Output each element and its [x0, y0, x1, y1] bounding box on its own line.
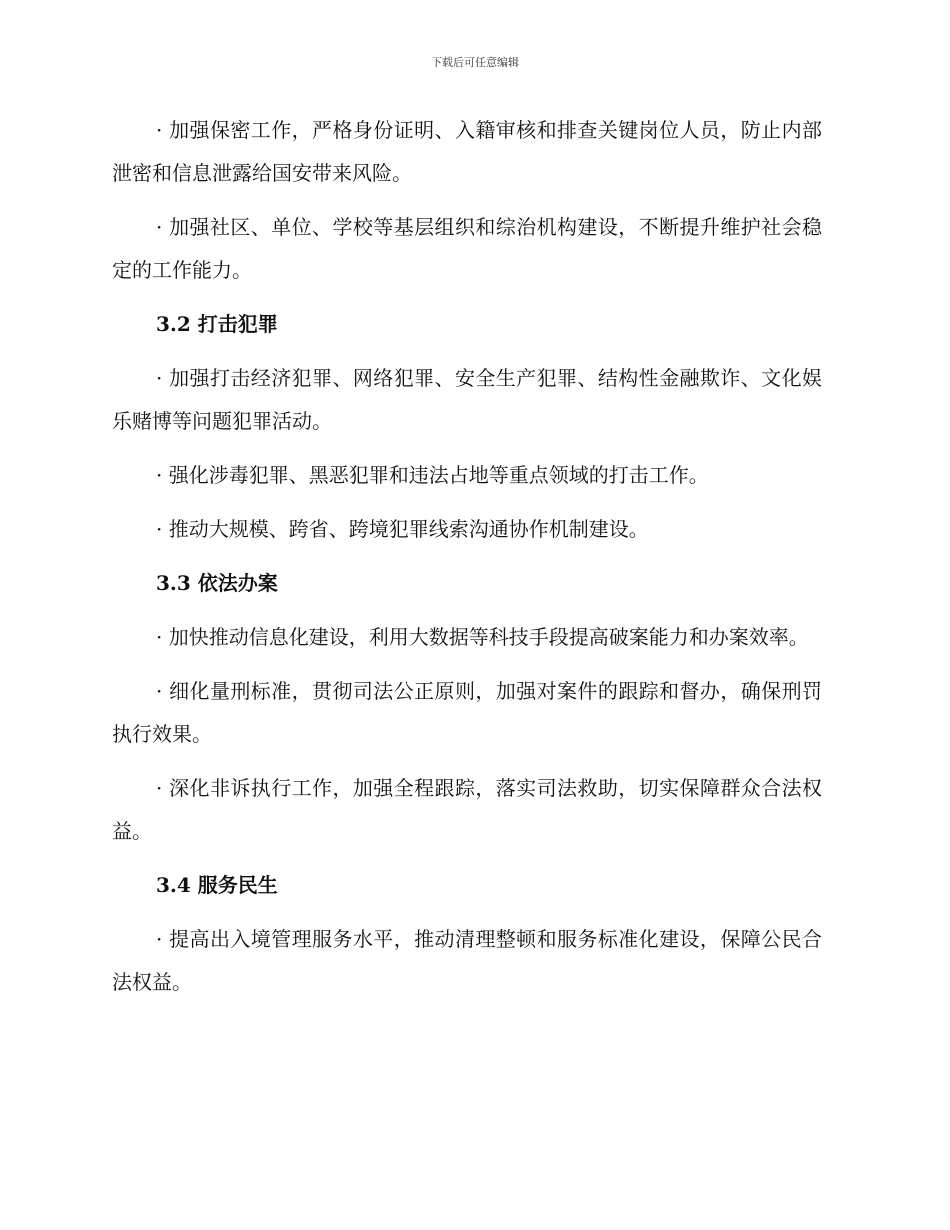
section-heading: 3.3 依法办案	[156, 571, 278, 595]
page-header: 下载后可任意编辑	[431, 56, 519, 69]
bullet-paragraph: · 加强打击经济犯罪、网络犯罪、安全生产犯罪、结构性金融欺诈、文化娱乐赌博等问题犯罪活动。	[112, 366, 822, 433]
document-body	[112, 109, 822, 1015]
bullet-paragraph: · 加强社区、单位、学校等基层组织和综治机构建设，不断提升维护社会稳定的工作能力。	[112, 215, 822, 282]
bullet-paragraph: · 强化涉毒犯罪、黑恶犯罪和违法占地等重点领域的打击工作。	[156, 463, 709, 487]
bullet-paragraph: · 加快推动信息化建设，利用大数据等科技手段提高破案能力和办案效率。	[156, 625, 809, 649]
section-heading: 3.2 打击犯罪	[156, 312, 278, 336]
bullet-paragraph: · 加强保密工作，严格身份证明、入籍审核和排查关键岗位人员，防止内部泄密和信息泄露给国安带来风险。	[112, 118, 822, 185]
bullet-paragraph: · 细化量刑标准，贯彻司法公正原则，加强对案件的跟踪和督办，确保刑罚执行效果。	[112, 679, 822, 746]
bullet-paragraph: · 推动大规模、跨省、跨境犯罪线索沟通协作机制建设。	[156, 517, 649, 541]
section-heading: 3.4 服务民生	[156, 873, 278, 897]
bullet-paragraph: · 深化非诉执行工作，加强全程跟踪，落实司法救助，切实保障群众合法权益。	[112, 776, 822, 843]
bullet-paragraph: · 提高出入境管理服务水平，推动清理整顿和服务标准化建设，保障公民合法权益。	[112, 927, 822, 994]
